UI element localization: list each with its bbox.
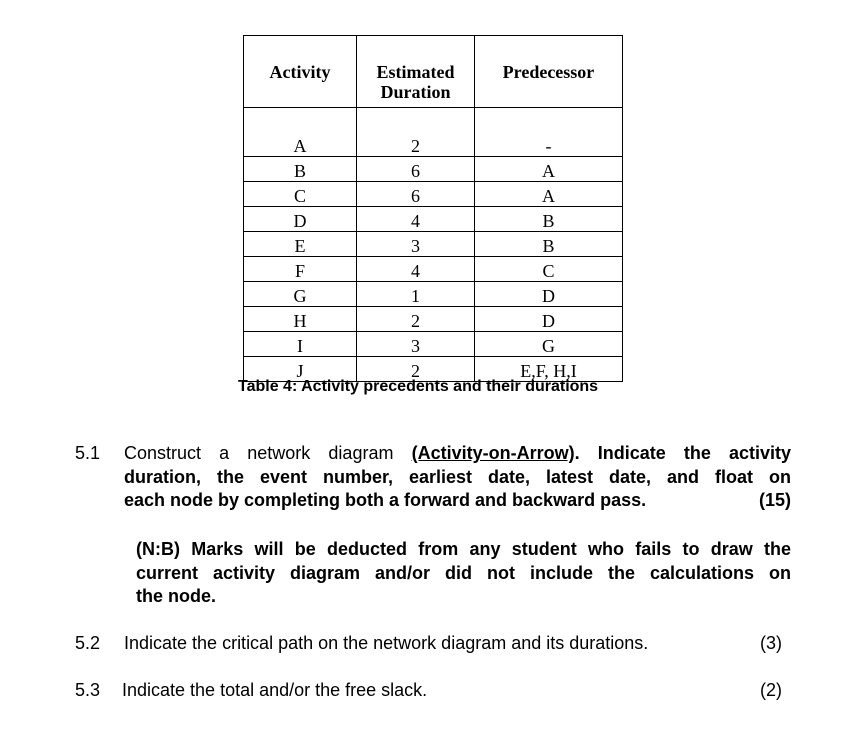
cell-activity: A xyxy=(244,108,357,157)
cell-duration: 6 xyxy=(357,157,475,182)
cell-activity: H xyxy=(244,307,357,332)
cell-duration: 4 xyxy=(357,257,475,282)
table-row xyxy=(244,232,623,257)
note-line: the node. xyxy=(136,586,216,606)
question-5-3 xyxy=(75,679,785,703)
header-duration-line1: Estimated xyxy=(376,62,455,82)
question-text: Indicate the critical path on the network diagram and its durations. xyxy=(124,633,649,653)
question-bold-text: . Indicate the activity xyxy=(574,443,791,463)
cell-duration: 2 xyxy=(357,108,475,157)
cell-duration: 2 xyxy=(357,357,475,382)
note-block xyxy=(136,538,791,609)
cell-duration: 1 xyxy=(357,282,475,307)
cell-predecessor: D xyxy=(475,307,623,332)
cell-predecessor: E,F, H,I xyxy=(475,357,623,382)
cell-activity: F xyxy=(244,257,357,282)
question-plain-text: Construct a network diagram xyxy=(124,443,412,463)
question-number: 5.3 xyxy=(75,680,101,700)
question-5-2 xyxy=(75,632,785,656)
header-estimated-duration xyxy=(357,36,475,108)
cell-predecessor: - xyxy=(475,108,623,157)
table-header-row xyxy=(244,36,623,108)
table-row xyxy=(244,332,623,357)
header-activity: Activity xyxy=(244,36,357,108)
aoa-emphasis: (Activity-on-Arrow) xyxy=(411,443,575,463)
table-row xyxy=(244,108,623,157)
cell-activity: D xyxy=(244,207,357,232)
cell-predecessor: B xyxy=(475,232,623,257)
note-line: (N:B) Marks will be deducted from any student who fails to draw the xyxy=(136,539,791,559)
question-marks: (2) xyxy=(760,680,782,700)
cell-activity: G xyxy=(244,282,357,307)
question-marks: (15) xyxy=(758,490,791,510)
cell-predecessor: D xyxy=(475,282,623,307)
cell-predecessor: C xyxy=(475,257,623,282)
header-predecessor: Predecessor xyxy=(475,36,623,108)
cell-duration: 2 xyxy=(357,307,475,332)
cell-predecessor: G xyxy=(475,332,623,357)
activity-table xyxy=(243,35,623,382)
cell-duration: 4 xyxy=(357,207,475,232)
question-line xyxy=(124,442,791,466)
table-row xyxy=(244,207,623,232)
cell-predecessor: A xyxy=(475,182,623,207)
question-number: 5.1 xyxy=(75,443,101,463)
question-number: 5.2 xyxy=(75,633,101,653)
question-text: Indicate the total and/or the free slack. xyxy=(122,680,428,700)
cell-duration: 3 xyxy=(357,232,475,257)
cell-activity: I xyxy=(244,332,357,357)
question-line: duration, the event number, earliest date, latest date, and float on xyxy=(124,466,791,487)
cell-duration: 6 xyxy=(357,182,475,207)
table-row xyxy=(244,307,623,332)
table-row xyxy=(244,157,623,182)
cell-activity: C xyxy=(244,182,357,207)
cell-predecessor: A xyxy=(475,157,623,182)
cell-activity: J xyxy=(244,357,357,382)
note-line: current activity diagram and/or did not include the calculations on xyxy=(136,562,791,583)
table-row xyxy=(244,257,623,282)
cell-activity: B xyxy=(244,157,357,182)
question-marks: (3) xyxy=(760,633,782,653)
cell-duration: 3 xyxy=(357,332,475,357)
question-text xyxy=(124,442,791,513)
table-row xyxy=(244,182,623,207)
cell-predecessor: B xyxy=(475,207,623,232)
cell-activity: E xyxy=(244,232,357,257)
header-duration-line2: Duration xyxy=(380,82,451,102)
table-caption: Table 4: Activity precedents and their durations xyxy=(238,378,599,395)
table-row xyxy=(244,282,623,307)
question-5-1 xyxy=(75,442,791,514)
question-line: each node by completing both a forward and backward pass. xyxy=(124,490,647,510)
